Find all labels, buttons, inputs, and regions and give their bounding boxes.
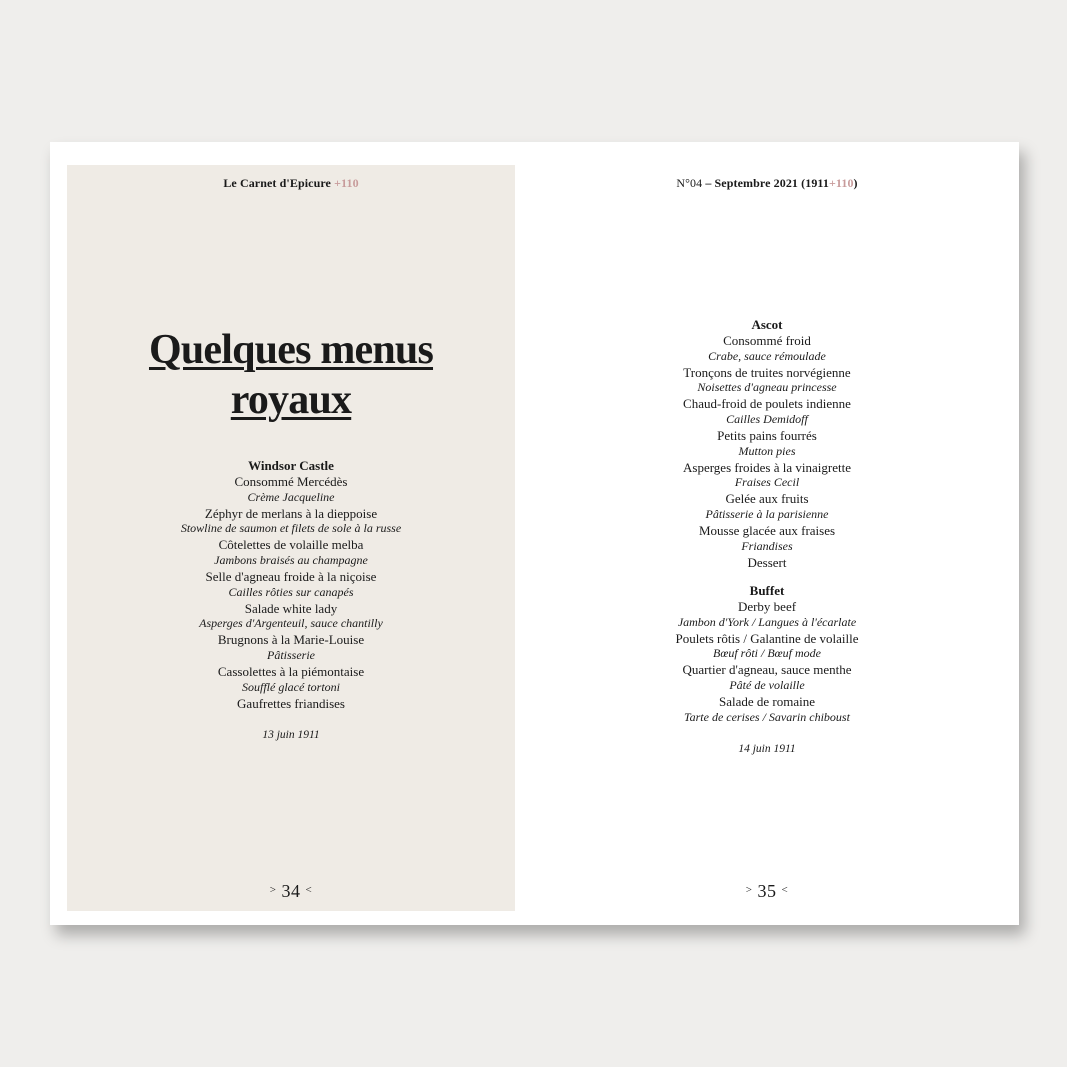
menu-dish: Cailles Demidoff xyxy=(726,412,808,427)
menu-dish: Salade white lady xyxy=(244,600,338,616)
menu-dish: Pâté de volaille xyxy=(729,678,805,693)
article-title xyxy=(67,325,515,425)
header-accent: +110 xyxy=(334,176,359,190)
menu-dish: Gelée aux fruits xyxy=(725,491,809,507)
menu-dish: Jambons braisés au champagne xyxy=(214,553,368,568)
menu-dish: Mutton pies xyxy=(738,443,796,458)
menu-dish: Noisettes d'agneau princesse xyxy=(697,380,837,395)
menu-dish: Côtelettes de volaille melba xyxy=(218,537,364,553)
menu-date: 13 juin 1911 xyxy=(262,728,320,741)
title-line-1: Quelques menus xyxy=(148,327,434,373)
menu-dish: Salade de romaine xyxy=(718,693,815,709)
magazine-name: Le Carnet d'Epicure xyxy=(223,176,331,190)
menu-items xyxy=(67,474,515,712)
menu-dish: Cailles rôties sur canapés xyxy=(228,584,354,599)
folio-number: 34 xyxy=(281,881,301,901)
menu-dish: Tarte de cerises / Savarin chiboust xyxy=(684,709,850,724)
menu-dish: Pâtisserie à la parisienne xyxy=(705,507,829,522)
menu-dish: Poulets rôtis / Galantine de volaille xyxy=(675,630,859,646)
menu-items xyxy=(515,333,1019,571)
menu-windsor-castle xyxy=(67,458,515,743)
menu-dish: Asperges froides à la vinaigrette xyxy=(683,459,851,475)
menu-dish: Bœuf rôti / Bœuf mode xyxy=(713,646,821,661)
left-running-header xyxy=(67,176,515,191)
menu-dish: Tronçons de truites norvégienne xyxy=(683,364,851,380)
page-number-right xyxy=(515,881,1019,902)
header-accent: +110 xyxy=(828,176,854,190)
header-separator: – xyxy=(702,176,715,190)
menu-dish: Asperges d'Argenteuil, sauce chantilly xyxy=(199,616,383,631)
menu-dish: Zéphyr de merlans à la dieppoise xyxy=(204,505,378,521)
menu-dish: Cassolettes à la piémontaise xyxy=(217,663,365,679)
menu-dish: Pâtisserie xyxy=(267,648,315,663)
right-page xyxy=(515,142,1019,925)
folio-right-marker: < xyxy=(781,884,789,896)
menu-dish: Selle d'agneau froide à la niçoise xyxy=(205,568,377,584)
menu-dish: Soufflé glacé tortoni xyxy=(242,679,340,694)
magazine-spread xyxy=(50,142,1019,925)
folio-left-marker: > xyxy=(269,884,277,896)
menu-ascot xyxy=(515,317,1019,571)
menu-dish: Consommé froid xyxy=(723,332,811,348)
menu-dish: Dessert xyxy=(747,554,787,570)
menu-dish: Gaufrettes friandises xyxy=(237,695,345,711)
menu-dish: Quartier d'agneau, sauce menthe xyxy=(682,662,852,678)
menu-dish: Crème Jacqueline xyxy=(247,489,335,504)
menu-dish: Stowline de saumon et filets de sole à la russe xyxy=(180,521,402,536)
folio-number: 35 xyxy=(757,881,777,901)
page-number-left xyxy=(67,881,515,902)
menu-dish: Consommé Mercédès xyxy=(234,473,348,489)
menu-items xyxy=(515,599,1019,726)
folio-right-marker: < xyxy=(305,884,313,896)
folio-left-marker: > xyxy=(745,884,753,896)
menu-buffet xyxy=(515,583,1019,757)
menu-dish: Chaud-froid de poulets indienne xyxy=(683,396,851,412)
menu-dish: Petits pains fourrés xyxy=(717,427,817,443)
right-running-header xyxy=(515,176,1019,191)
menu-dish: Derby beef xyxy=(737,598,797,614)
issue-date: Septembre 2021 (1911 xyxy=(714,176,829,190)
menu-dish: Friandises xyxy=(741,538,793,553)
menu-dish: Crabe, sauce rémoulade xyxy=(708,348,826,363)
menu-dish: Fraises Cecil xyxy=(734,475,800,490)
menu-date: 14 juin 1911 xyxy=(738,742,796,755)
menu-dish: Brugnons à la Marie-Louise xyxy=(217,632,365,648)
issue-number: N°04 xyxy=(676,176,703,190)
menu-heading: Windsor Castle xyxy=(248,458,334,473)
menu-heading: Ascot xyxy=(751,317,783,332)
header-close: ) xyxy=(853,176,858,190)
menu-heading: Buffet xyxy=(749,583,785,598)
left-page xyxy=(67,165,515,911)
menu-dish: Mousse glacée aux fraises xyxy=(698,522,836,538)
title-line-2: royaux xyxy=(230,377,352,423)
menu-dish: Jambon d'York / Langues à l'écarlate xyxy=(677,614,857,629)
